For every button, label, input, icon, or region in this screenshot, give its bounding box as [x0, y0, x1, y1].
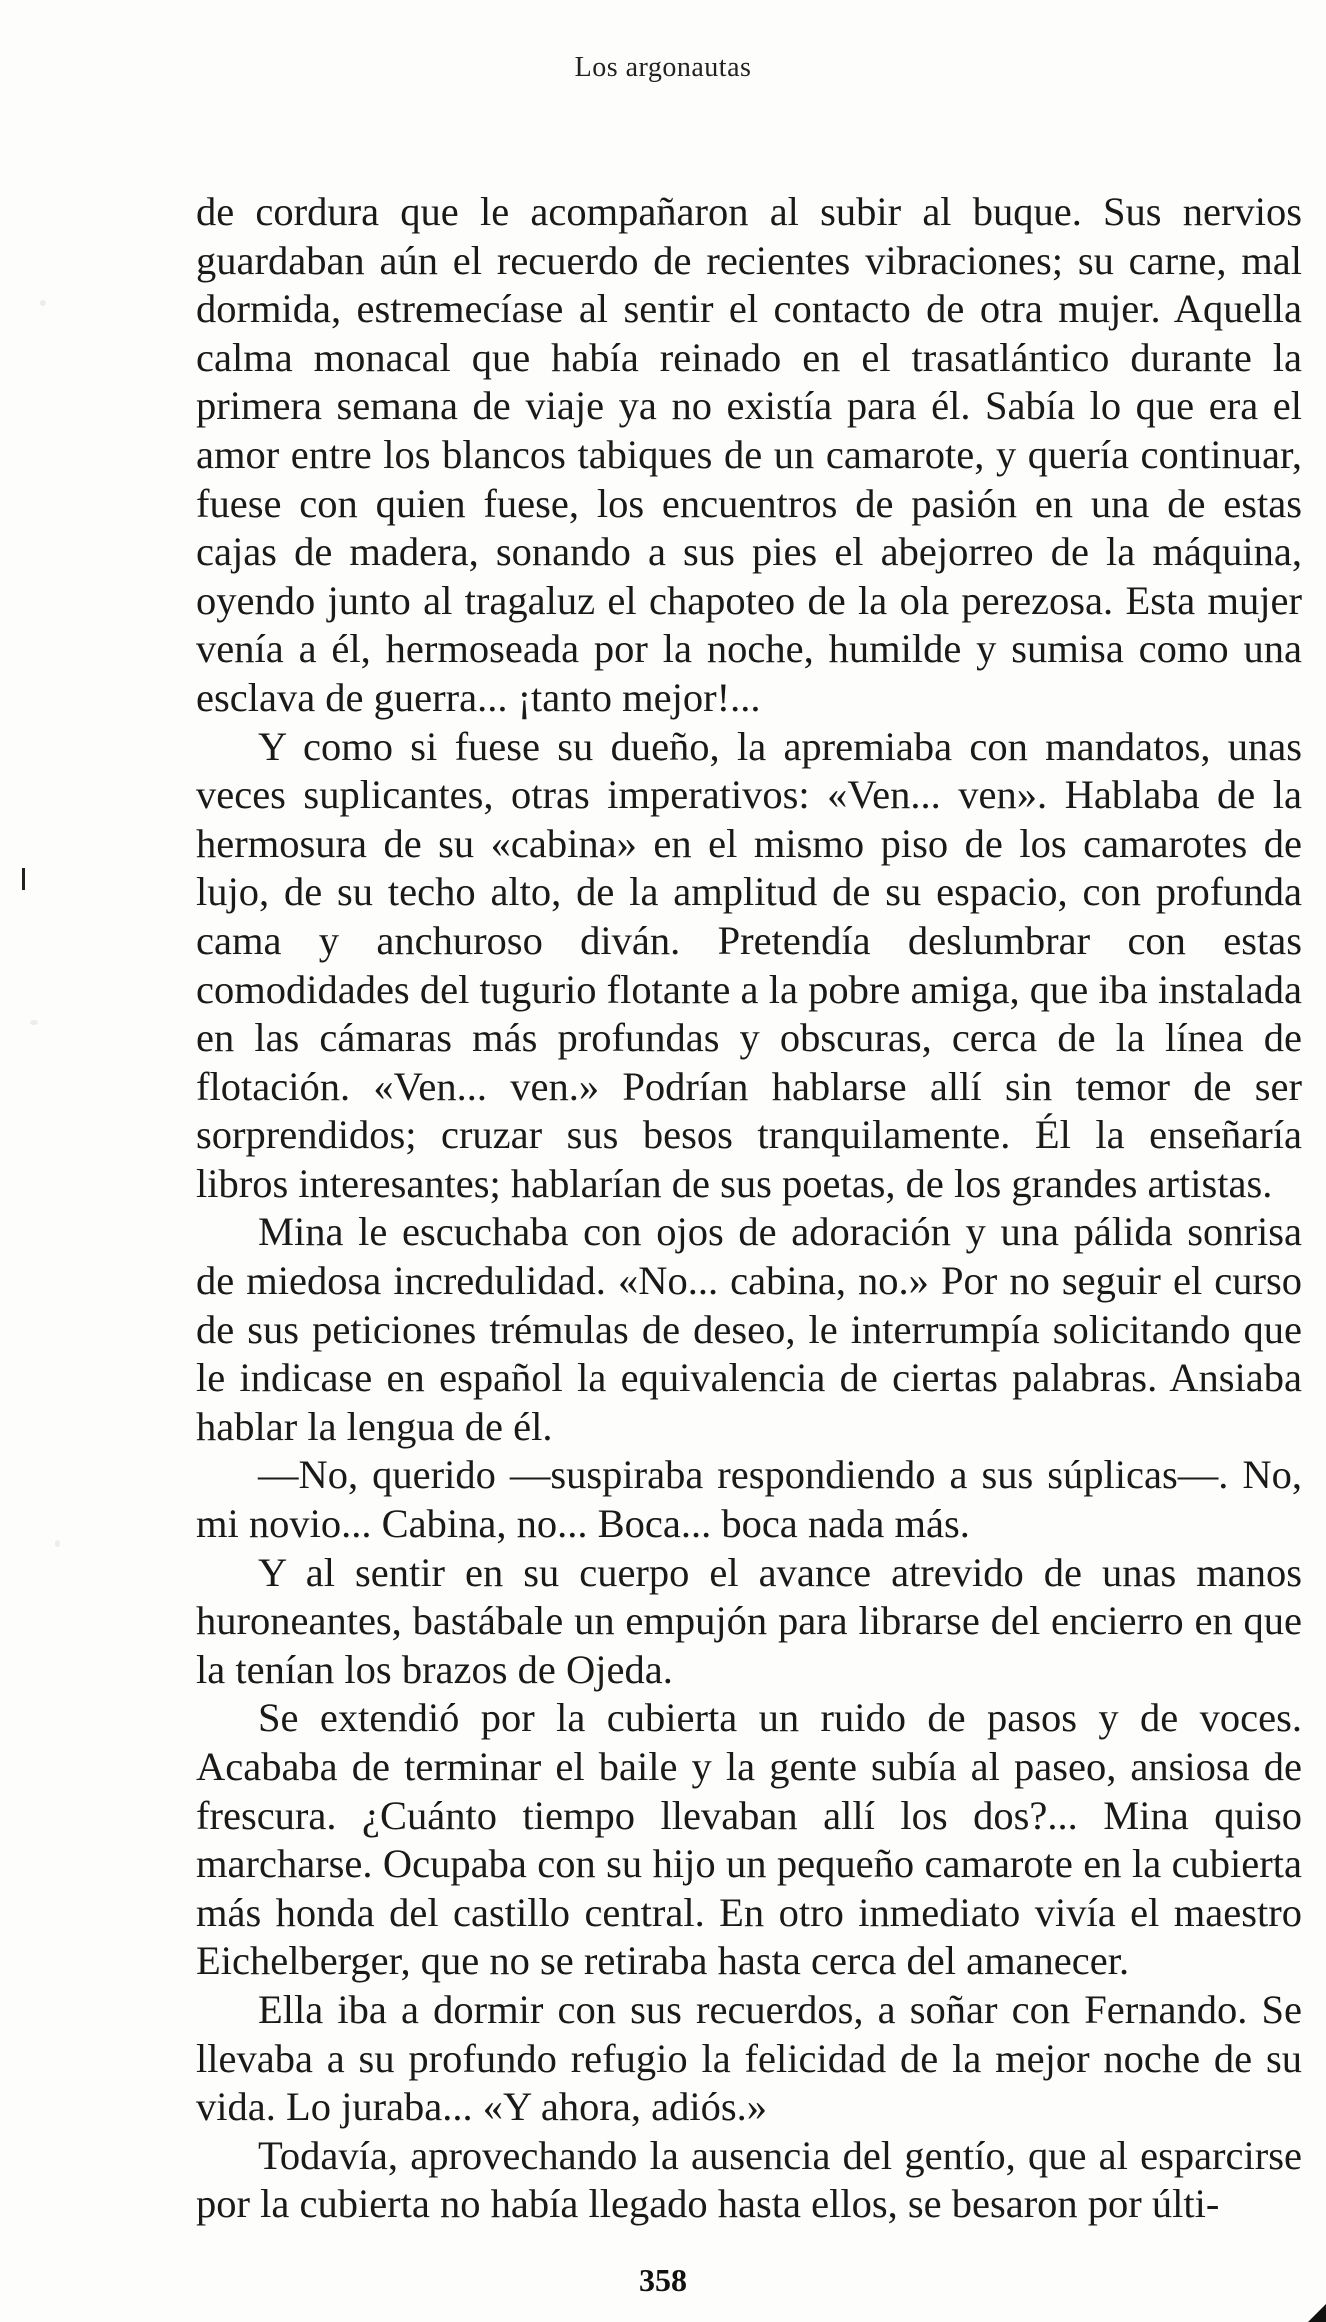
- paragraph-4: —No, querido —suspiraba respondiendo a sus súplicas—. No, mi novio... Cabina, no... Boca... boca nada más.: [196, 1452, 1302, 1547]
- paragraph-2: Y como si fuese su dueño, la apremiaba con mandatos, unas veces suplicantes, otras imperativos: «Ven... ven». Hablaba de la hermosura de su «cabina» en el mismo piso de los camarotes de lujo, de su techo alto, de la amplitud de su espacio, con profunda cama y anchuroso diván. Pretendía deslumbrar con estas comodidades del tugurio flotante a la pobre amiga, que iba instalada en las cámaras más profundas y obscuras, cerca de la línea de flotación. «Ven... ven.» Podrían hablarse allí sin temor de ser sorprendidos; cruzar sus besos tranquilamente. Él la enseñaría libros interesantes; hablarían de sus poetas, de los grandes artistas.: [196, 723, 1302, 1206]
- paragraph-8: Todavía, aprovechando la ausencia del gentío, que al esparcirse por la cubierta no había llegado hasta ellos, se besaron por últi-: [196, 2132, 1302, 2227]
- corner-fold: [1308, 2304, 1326, 2322]
- running-head: Los argonautas: [574, 52, 752, 83]
- paragraph-7: Ella iba a dormir con sus recuerdos, a soñar con Fernando. Se llevaba a su profundo refugio la felicidad de la mejor noche de su vida. Lo juraba... «Y ahora, adiós.»: [196, 1986, 1302, 2130]
- page-number: 358: [639, 2262, 687, 2298]
- paragraph-1: de cordura que le acompañaron al subir al buque. Sus nervios guardaban aún el recuerdo de recientes vibraciones; su carne, mal dormida, estremecíase al sentir el contacto de otra mujer. Aquella calma monacal que había reinado en el trasatlántico durante la primera semana de viaje ya no existía para él. Sabía lo que era el amor entre los blancos tabiques de un camarote, y quería continuar, fuese con quien fuese, los encuentros de pasión en una de estas cajas de madera, sonando a sus pies el abejorreo de la máquina, oyendo junto al tragaluz el chapoteo de la ola perezosa. Esta mujer venía a él, hermoseada por la noche, humilde y sumisa como una esclava de guerra... ¡tanto mejor!...: [196, 189, 1302, 720]
- paragraph-3: Mina le escuchaba con ojos de adoración y una pálida sonrisa de miedosa incredulidad. «No... cabina, no.» Por no seguir el curso de sus peticiones trémulas de deseo, le interrumpía solicitando que le indicase en español la equivalencia de ciertas palabras. Ansiaba hablar la lengua de él.: [196, 1209, 1302, 1449]
- margin-mark: [22, 868, 25, 890]
- paper-speck: [30, 1020, 38, 1025]
- paragraph-6: Se extendió por la cubierta un ruido de pasos y de voces. Acababa de terminar el baile y la gente subía al paseo, ansiosa de frescura. ¿Cuánto tiempo llevaban allí los dos?... Mina quiso marcharse. Ocupaba con su hijo un pequeño camarote en la cubierta más honda del castillo central. En otro inmediato vivía el maestro Eichelberger, que no se retiraba hasta cerca del amanecer.: [196, 1695, 1302, 1984]
- paper-speck: [40, 300, 46, 306]
- paper-speck: [55, 1540, 60, 1547]
- paragraph-5: Y al sentir en su cuerpo el avance atrevido de unas manos huroneantes, bastábale un empujón para librarse del encierro en que la tenían los brazos de Ojeda.: [196, 1549, 1302, 1692]
- body-text: [196, 188, 1302, 2229]
